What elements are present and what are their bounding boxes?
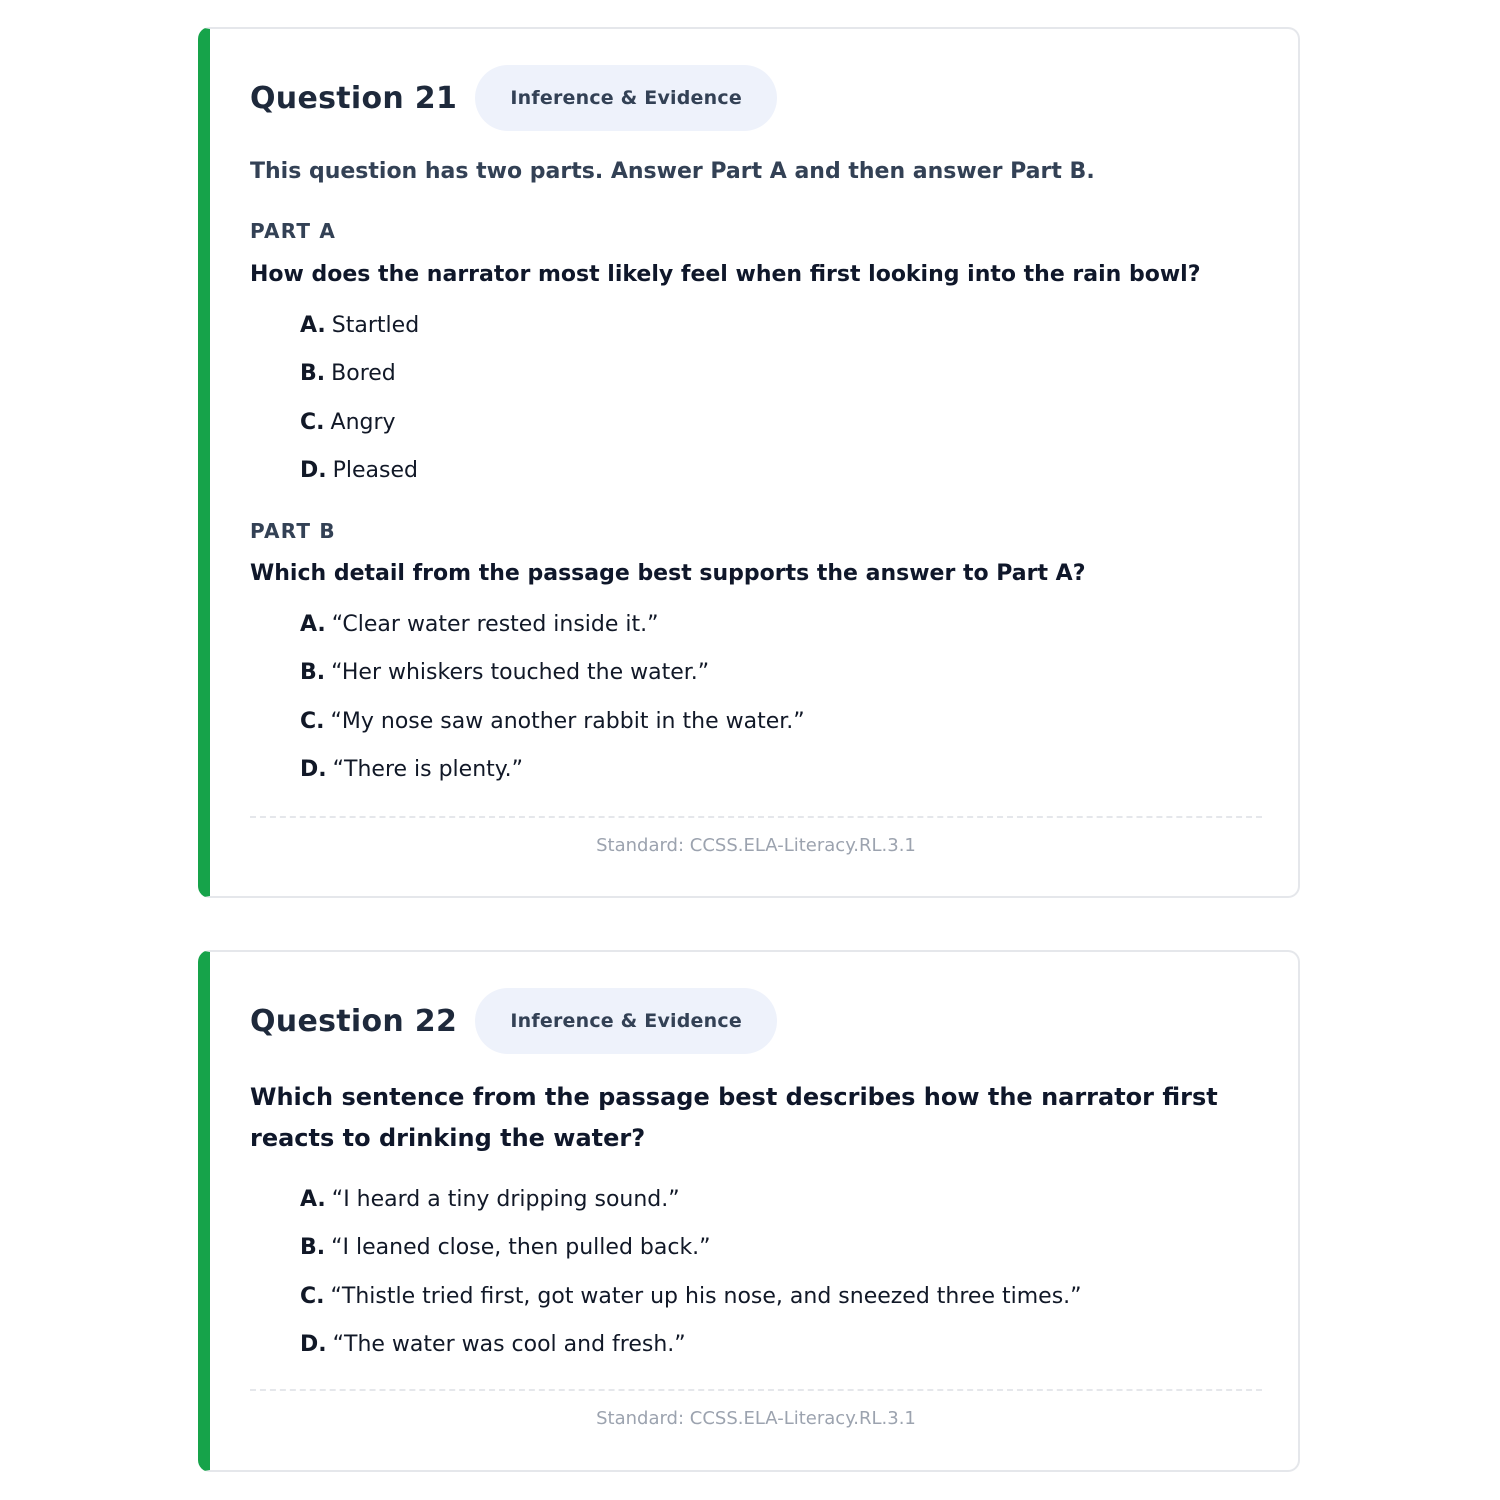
option-letter: D. — [300, 1332, 327, 1358]
option-text: “I heard a tiny dripping sound.” — [331, 1187, 680, 1212]
option-text: “The water was cool and fresh.” — [332, 1332, 686, 1358]
question-header — [250, 65, 777, 131]
question-title: Question 21 — [250, 80, 458, 116]
question-title: Question 22 — [250, 1003, 458, 1039]
question-card — [198, 27, 1300, 898]
answer-option[interactable] — [300, 660, 805, 708]
answer-option[interactable] — [300, 757, 805, 805]
answer-option[interactable] — [300, 612, 805, 660]
option-letter: A. — [300, 313, 326, 338]
option-letter: B. — [300, 1235, 326, 1261]
option-letter: C. — [300, 409, 325, 435]
question-prompt: Which sentence from the passage best describes how the narrator first reacts to drinking the water? — [250, 1083, 1218, 1152]
option-text: “There is plenty.” — [332, 757, 524, 783]
option-letter: D. — [300, 458, 327, 484]
answer-option[interactable] — [300, 361, 419, 409]
option-text: Bored — [331, 361, 396, 387]
question-header — [250, 988, 777, 1054]
part-a-options — [300, 313, 419, 507]
skill-badge: Inference & Evidence — [475, 988, 777, 1054]
option-letter: B. — [300, 361, 326, 387]
option-text: Pleased — [332, 458, 418, 484]
option-letter: C. — [300, 1283, 325, 1309]
option-text: “I leaned close, then pulled back.” — [331, 1235, 711, 1261]
standard-label: Standard: CCSS.ELA-Literacy.RL.3.1 — [596, 1408, 916, 1429]
answer-option[interactable] — [300, 313, 419, 361]
option-text: “Her whiskers touched the water.” — [331, 660, 710, 686]
question-instructions: This question has two parts. Answer Part A and then answer Part B. — [250, 159, 1095, 184]
part-b-options — [300, 612, 805, 806]
option-text: “Clear water rested inside it.” — [331, 612, 659, 637]
part-a-label: PART A — [250, 219, 337, 243]
skill-badge: Inference & Evidence — [475, 65, 777, 131]
part-b-label: PART B — [250, 519, 336, 543]
option-letter: B. — [300, 660, 326, 686]
answer-option[interactable] — [300, 410, 419, 458]
option-text: “Thistle tried first, got water up his nose, and sneezed three times.” — [330, 1283, 1082, 1309]
answer-option[interactable] — [300, 1332, 1082, 1380]
option-text: Startled — [331, 313, 420, 338]
option-text: Angry — [330, 409, 396, 435]
answer-option[interactable] — [300, 458, 419, 506]
part-b-prompt: Which detail from the passage best supports the answer to Part A? — [250, 561, 1086, 586]
footer-divider — [250, 1389, 1262, 1391]
standard-label: Standard: CCSS.ELA-Literacy.RL.3.1 — [596, 835, 916, 856]
answer-option[interactable] — [300, 1235, 1082, 1283]
option-letter: C. — [300, 708, 325, 734]
question-card — [198, 950, 1300, 1472]
option-letter: A. — [300, 1187, 326, 1212]
option-text: “My nose saw another rabbit in the water.” — [330, 708, 805, 734]
answer-options — [300, 1187, 1082, 1381]
answer-option[interactable] — [300, 709, 805, 757]
answer-option[interactable] — [300, 1187, 1082, 1235]
footer-divider — [250, 816, 1262, 818]
part-a-prompt: How does the narrator most likely feel when first looking into the rain bowl? — [250, 262, 1201, 287]
option-letter: A. — [300, 612, 326, 637]
answer-option[interactable] — [300, 1284, 1082, 1332]
option-letter: D. — [300, 757, 327, 783]
